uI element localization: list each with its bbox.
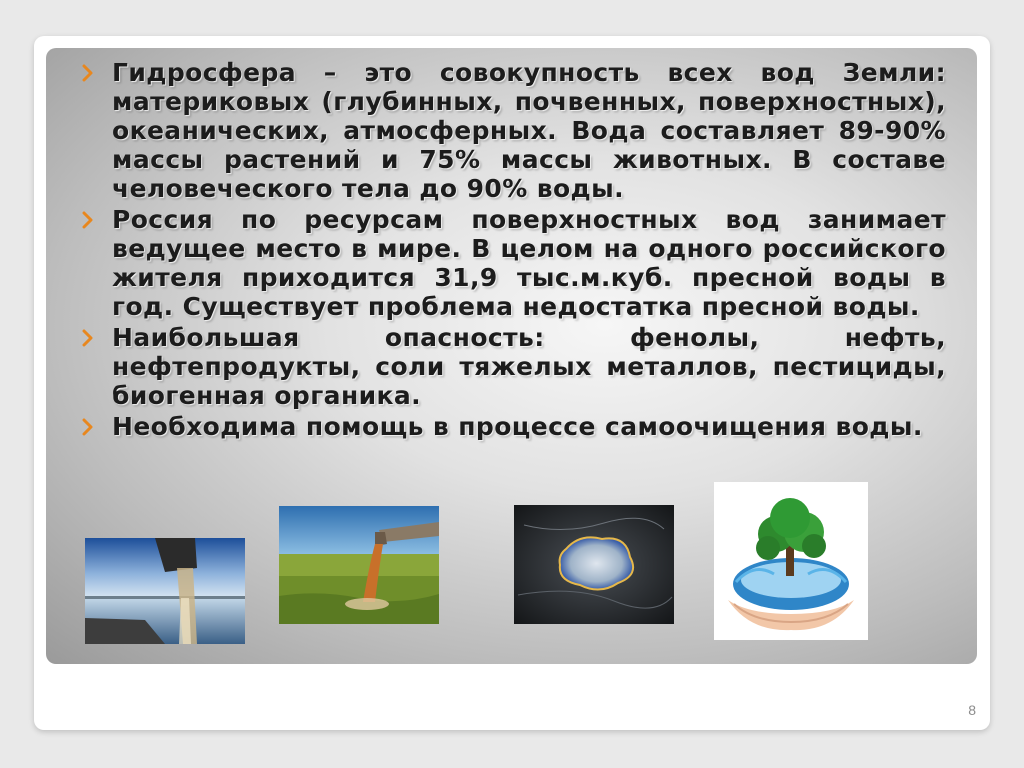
chevron-right-icon [82,211,94,229]
bullet-text: Россия по ресурсам поверхностных вод занимает ведущее место в мире. В целом на одного российского жителя приходится 31,9 тыс.м.куб. пресной воды в год. Существует проблема недостатка пресной воды. [112,205,946,321]
slide-number: 8 [968,702,976,718]
chevron-right-icon [82,64,94,82]
pipe-discharge-field-photo [279,506,439,624]
bullet-item [66,412,946,441]
chevron-right-icon [82,329,94,347]
bullet-item [66,205,946,321]
chevron-right-icon [82,418,94,436]
bullet-item [66,58,946,203]
hands-holding-water-tree-photo [714,482,868,640]
bullet-text: Необходима помощь в процессе самоочищения воды. [112,412,923,441]
bullet-item [66,323,946,410]
bullet-text: Наибольшая опасность: фенолы, нефть, нефтепродукты, соли тяжелых металлов, пестициды, биогенная органика. [112,323,946,410]
bullet-text: Гидросфера – это совокупность всех вод Земли: материковых (глубинных, почвенных, поверхностных), океанических, атмосферных. Вода составляет 89-90% массы растений и 75% массы животных. В составе человеческого тела до 90% воды. [112,58,946,203]
wastewater-pipe-sea-photo [85,538,245,644]
bullet-list [66,58,946,443]
oil-spill-photo [514,505,674,624]
